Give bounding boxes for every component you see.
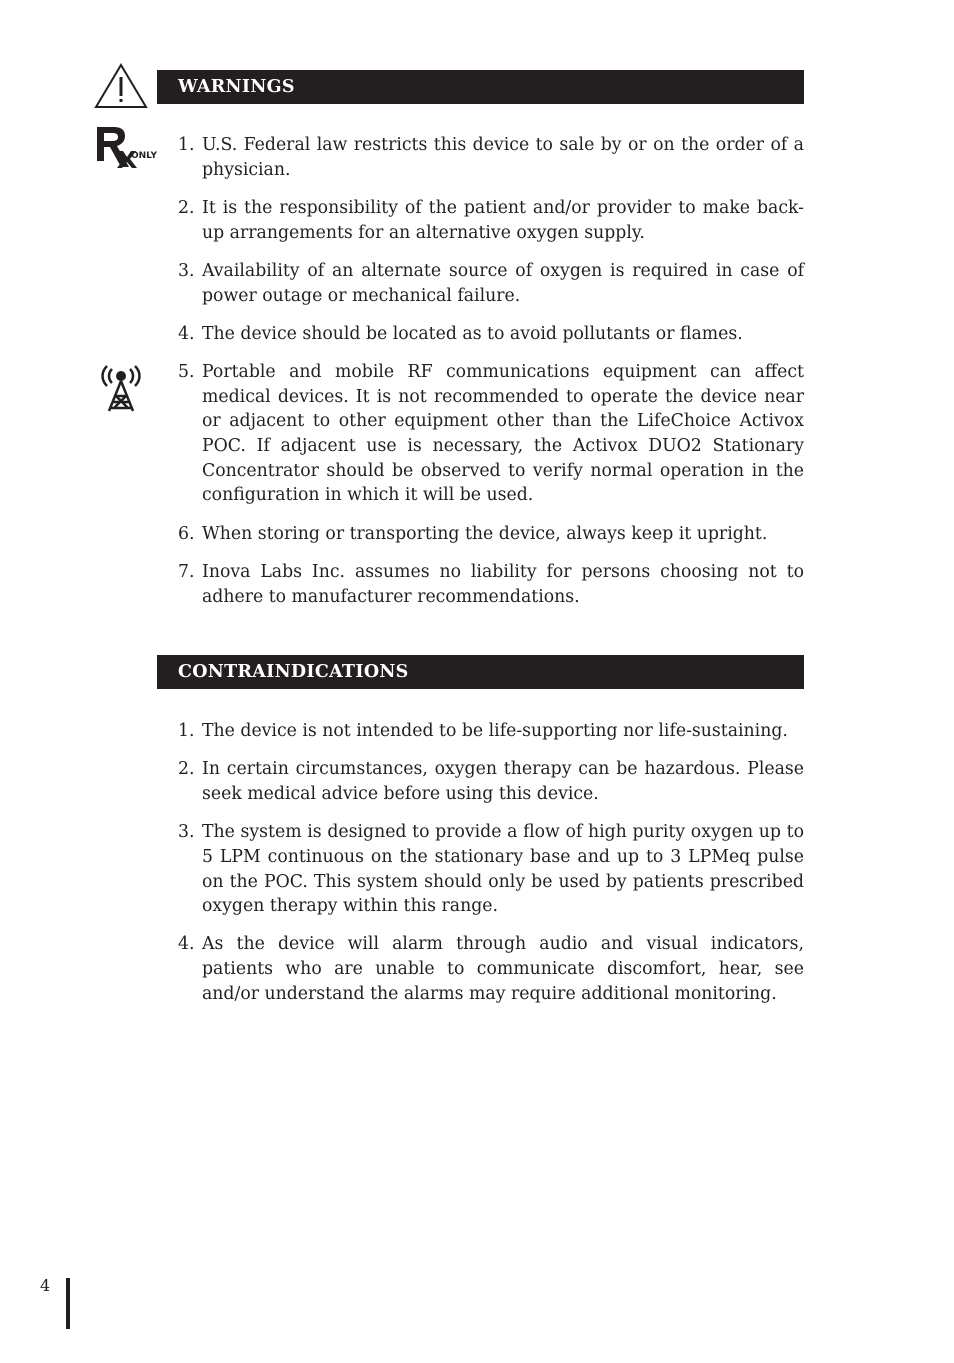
warning-triangle-icon bbox=[94, 63, 148, 109]
list-item-number: 3. bbox=[178, 822, 195, 843]
list-item-number: 1. bbox=[178, 135, 195, 155]
rx-only-icon bbox=[94, 124, 160, 170]
list-item bbox=[178, 196, 804, 245]
list-item-number: 2. bbox=[178, 759, 195, 780]
list-item-text: When storing or transporting the device, always keep it upright. bbox=[202, 523, 768, 544]
list-item-text: In certain circumstances, oxygen therapy can be hazardous. Please seek medical advice before using this device. bbox=[202, 759, 804, 804]
list-item bbox=[178, 259, 804, 308]
list-item-number: 7. bbox=[178, 561, 195, 582]
list-item-number: 4. bbox=[178, 934, 195, 955]
list-item-number: 4. bbox=[178, 323, 195, 344]
page-number-rule bbox=[66, 1278, 70, 1329]
list-item bbox=[178, 719, 804, 744]
contraindications-heading: CONTRAINDICATIONS bbox=[157, 655, 804, 689]
list-item-text: Inova Labs Inc. assumes no liability for persons choosing not to adhere to manufacturer recommendations. bbox=[202, 561, 804, 607]
list-item-text: Availability of an alternate source of oxygen is required in case of power outage or mechanical failure. bbox=[202, 260, 804, 306]
list-item-text: The device is not intended to be life-supporting nor life-sustaining. bbox=[202, 721, 788, 741]
contraindications-list bbox=[178, 719, 804, 1020]
warnings-list bbox=[178, 133, 804, 623]
rf-radiation-icon bbox=[95, 363, 147, 413]
list-item-text: The system is designed to provide a flow of high purity oxygen up to 5 LPM continuous on the stationary base and up to 3 LPMeq pulse on the POC. This system should only be used by patients prescribed oxygen therapy within this range. bbox=[202, 822, 804, 917]
list-item-text: Portable and mobile RF communications equipment can affect medical devices. It is not recommended to operate the device near or adjacent to other equipment other than the LifeChoice Activox POC. If adjacent use is necessary, the Activox DUO2 Stationary Concentrator should be observed to verify normal operation in the configuration in which it will be used. bbox=[202, 361, 804, 506]
list-item bbox=[178, 560, 804, 609]
list-item-number: 3. bbox=[178, 260, 195, 281]
list-item-text: The device should be located as to avoid pollutants or flames. bbox=[202, 323, 743, 344]
list-item-text: U.S. Federal law restricts this device to sale by or on the order of a physician. bbox=[202, 135, 804, 180]
list-item bbox=[178, 820, 804, 919]
page-number: 4 bbox=[40, 1276, 51, 1295]
list-item-number: 2. bbox=[178, 197, 195, 218]
list-item bbox=[178, 757, 804, 806]
svg-text:ONLY: ONLY bbox=[131, 151, 158, 161]
list-item bbox=[178, 322, 804, 347]
list-item bbox=[178, 133, 804, 182]
warnings-heading: WARNINGS bbox=[157, 70, 804, 104]
list-item bbox=[178, 932, 804, 1006]
list-item-number: 1. bbox=[178, 721, 195, 741]
list-item-number: 5. bbox=[178, 361, 195, 382]
list-item bbox=[178, 522, 804, 547]
list-item-number: 6. bbox=[178, 523, 195, 544]
list-item-text: It is the responsibility of the patient and/or provider to make back-up arrangements for an alternative oxygen supply. bbox=[202, 197, 804, 243]
list-item-text: As the device will alarm through audio and visual indicators, patients who are unable to communicate discomfort, hear, see and/or understand the alarms may require additional monitoring. bbox=[202, 934, 804, 1004]
list-item bbox=[178, 360, 804, 508]
